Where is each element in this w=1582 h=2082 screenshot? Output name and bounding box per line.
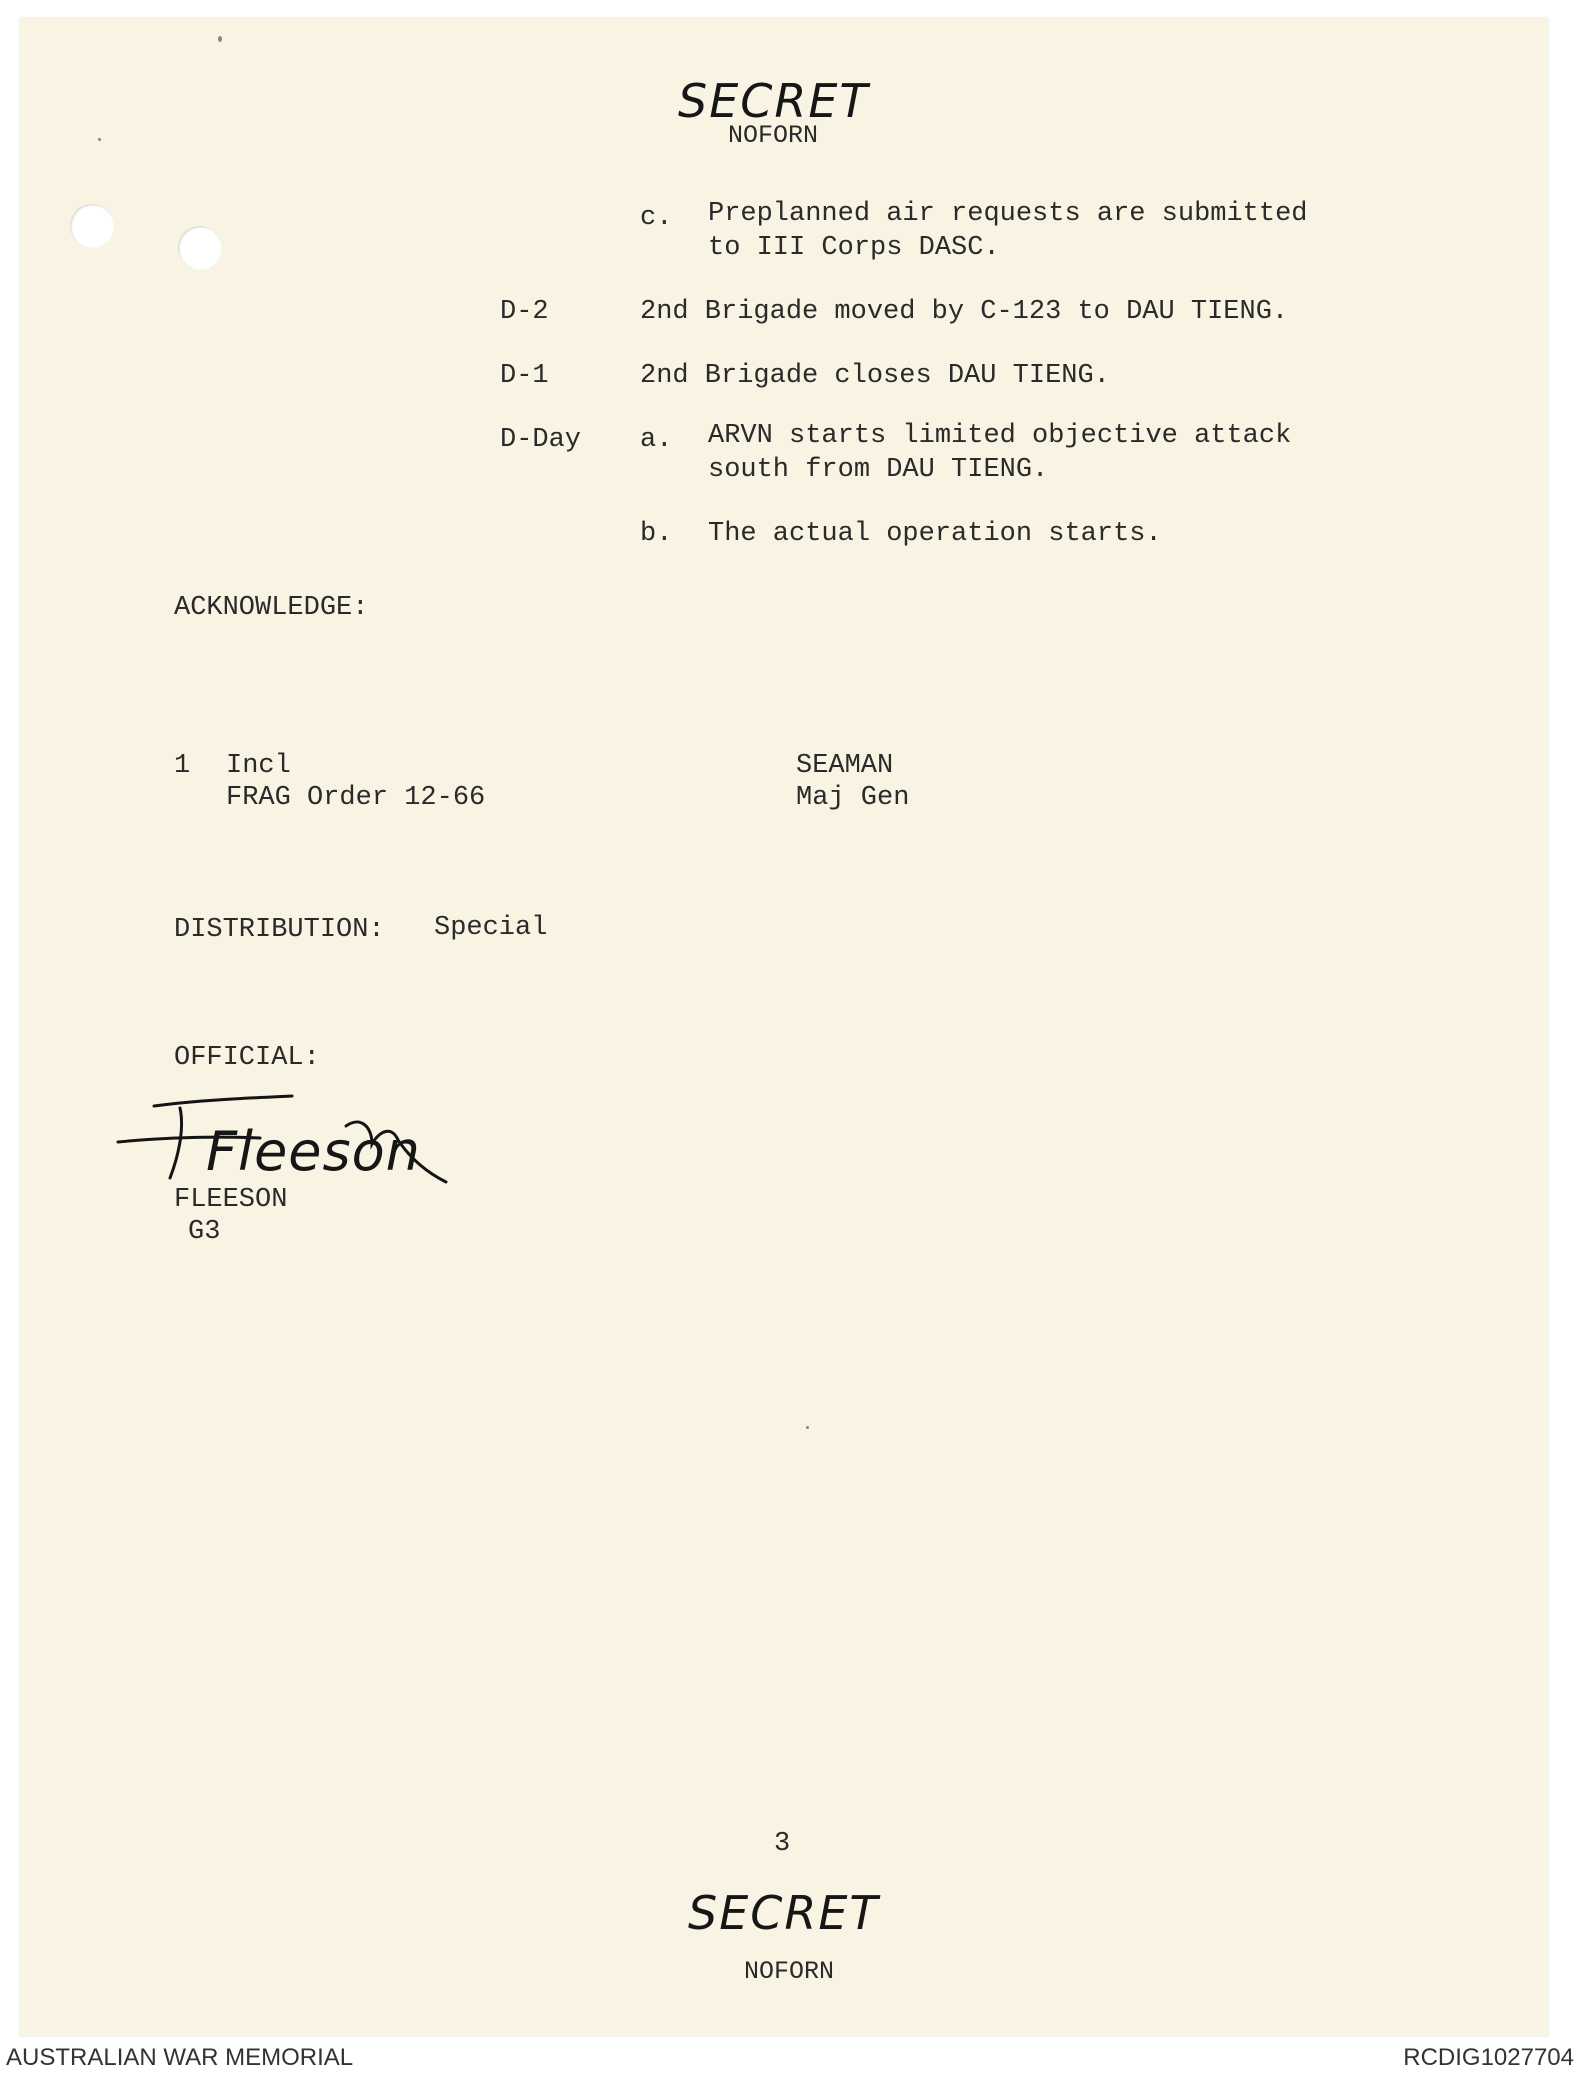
inclosure-label: Incl (226, 751, 291, 781)
paper-speck (806, 1426, 809, 1429)
schedule-day: D-1 (500, 361, 549, 391)
page-number: 3 (774, 1829, 791, 1859)
footer-classification: SECRET (688, 1886, 880, 1940)
schedule-marker: c. (640, 203, 673, 233)
schedule-marker: a. (640, 425, 673, 455)
inclosure-item: FRAG Order 12-66 (226, 783, 486, 813)
official-signature-text: Fleeson (206, 1120, 421, 1183)
footer-caveat: NOFORN (744, 1957, 835, 1986)
punch-hole-left (70, 204, 114, 248)
schedule-day: D-2 (500, 297, 549, 327)
schedule-line: 2nd Brigade closes DAU TIENG. (640, 361, 1110, 391)
commander-rank: Maj Gen (796, 783, 910, 813)
acknowledge-label: ACKNOWLEDGE: (174, 593, 369, 623)
archive-reference: RCDIG1027704 (1403, 2044, 1574, 2071)
schedule-line: The actual operation starts. (708, 519, 1162, 549)
schedule-marker: b. (640, 519, 673, 549)
schedule-day: D-Day (500, 425, 582, 455)
commander-name: SEAMAN (796, 751, 894, 781)
distribution-label: DISTRIBUTION: (174, 915, 385, 945)
schedule-line: to III Corps DASC. (708, 233, 1000, 263)
official-name: FLEESON (174, 1185, 288, 1215)
schedule-line: ARVN starts limited objective attack (708, 421, 1292, 451)
header-caveat: NOFORN (728, 121, 819, 150)
schedule-line: south from DAU TIENG. (708, 455, 1049, 485)
paper-speck (218, 36, 222, 42)
document-page (20, 18, 1548, 2036)
distribution-value: Special (434, 913, 548, 943)
schedule-line: 2nd Brigade moved by C-123 to DAU TIENG. (640, 297, 1289, 327)
official-label: OFFICIAL: (174, 1043, 320, 1073)
archive-institution: AUSTRALIAN WAR MEMORIAL (6, 2044, 354, 2071)
official-title: G3 (188, 1217, 221, 1247)
header-classification: SECRET (678, 74, 870, 128)
inclosure-count: 1 (174, 751, 191, 781)
punch-hole-right (178, 226, 222, 270)
schedule-line: Preplanned air requests are submitted (708, 199, 1308, 229)
paper-speck (98, 138, 101, 141)
